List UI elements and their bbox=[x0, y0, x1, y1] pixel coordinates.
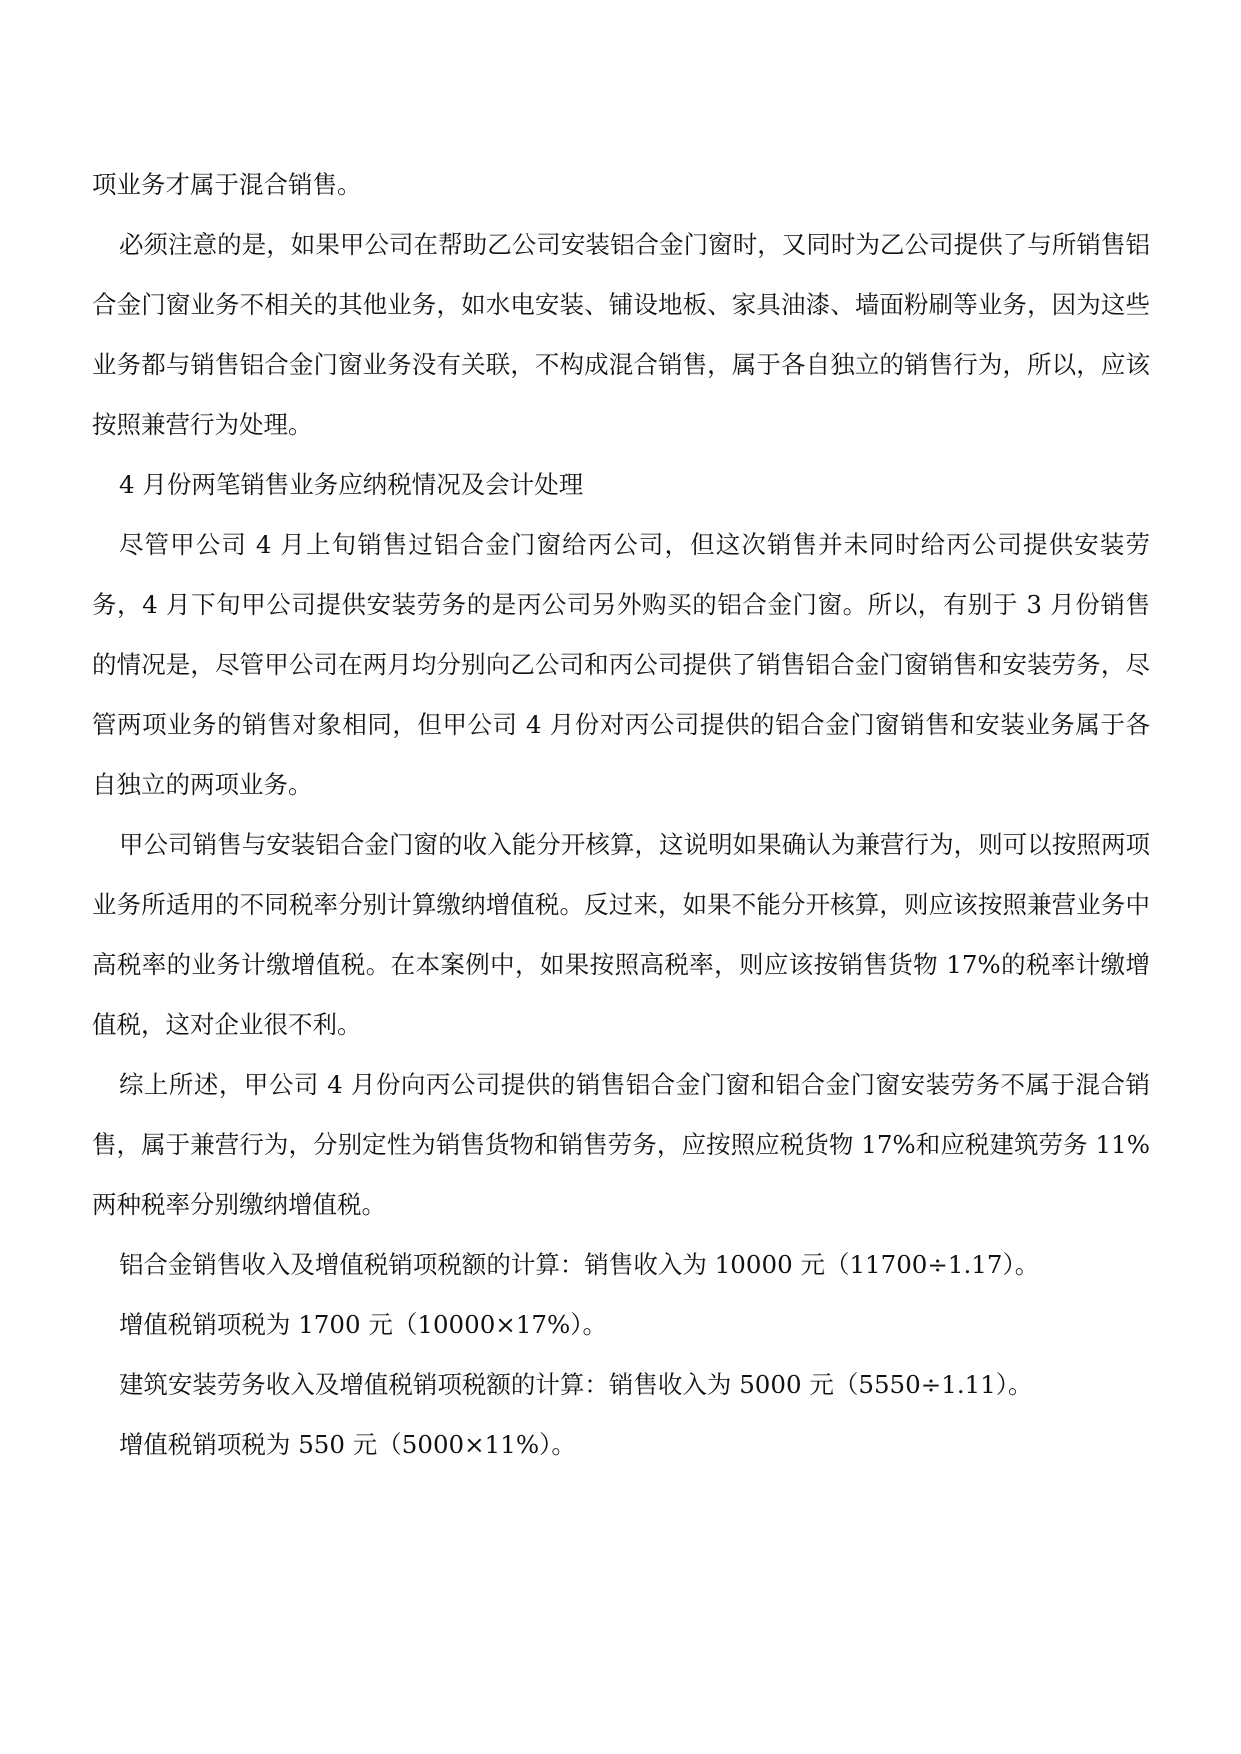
paragraph-summary: 综上所述，甲公司 4 月份向丙公司提供的销售铝合金门窗和铝合金门窗安装劳务不属于混合销售，属于兼营行为，分别定性为销售货物和销售劳务，应按照应税货物 17%和应税建筑劳务 11%两种税率分别缴纳增值税。 bbox=[92, 1070, 1150, 1219]
paragraph-april-sales: 尽管甲公司 4 月上旬销售过铝合金门窗给丙公司，但这次销售并未同时给丙公司提供安装劳务，4 月下旬甲公司提供安装劳务的是丙公司另外购买的铝合金门窗。所以，有别于 3 月份销售的情况是，尽管甲公司在两月均分别向乙公司和丙公司提供了销售铝合金门窗销售和安装劳务，尽管两项业务的销售对象相同，但甲公司 4 月份对丙公司提供的铝合金门窗销售和安装业务属于各自独立的两项业务。 bbox=[92, 530, 1150, 799]
calc-aluminum-revenue: 铝合金销售收入及增值税销项税额的计算：销售收入为 10000 元（11700÷1.17）。 bbox=[118, 1250, 1040, 1279]
calc-aluminum-vat: 增值税销项税为 1700 元（10000×17%）。 bbox=[118, 1310, 608, 1339]
document-body bbox=[92, 155, 1150, 1475]
calc-installation-vat: 增值税销项税为 550 元（5000×11%）。 bbox=[118, 1430, 576, 1459]
paragraph-separate-accounting: 甲公司销售与安装铝合金门窗的收入能分开核算，这说明如果确认为兼营行为，则可以按照两项业务所适用的不同税率分别计算缴纳增值税。反过来，如果不能分开核算，则应该按照兼营业务中高税率的业务计缴增值税。在本案例中，如果按照高税率，则应该按销售货物 17%的税率计缴增值税，这对企业很不利。 bbox=[92, 830, 1150, 1039]
calc-installation-revenue: 建筑安装劳务收入及增值税销项税额的计算：销售收入为 5000 元（5550÷1.11）。 bbox=[118, 1370, 1033, 1399]
paragraph-note: 必须注意的是，如果甲公司在帮助乙公司安装铝合金门窗时，又同时为乙公司提供了与所销售铝合金门窗业务不相关的其他业务，如水电安装、铺设地板、家具油漆、墙面粉刷等业务，因为这些业务都与销售铝合金门窗业务没有关联，不构成混合销售，属于各自独立的销售行为，所以，应该按照兼营行为处理。 bbox=[92, 230, 1150, 439]
paragraph-continuation: 项业务才属于混合销售。 bbox=[92, 170, 362, 199]
section-heading: 4 月份两笔销售业务应纳税情况及会计处理 bbox=[118, 470, 584, 499]
